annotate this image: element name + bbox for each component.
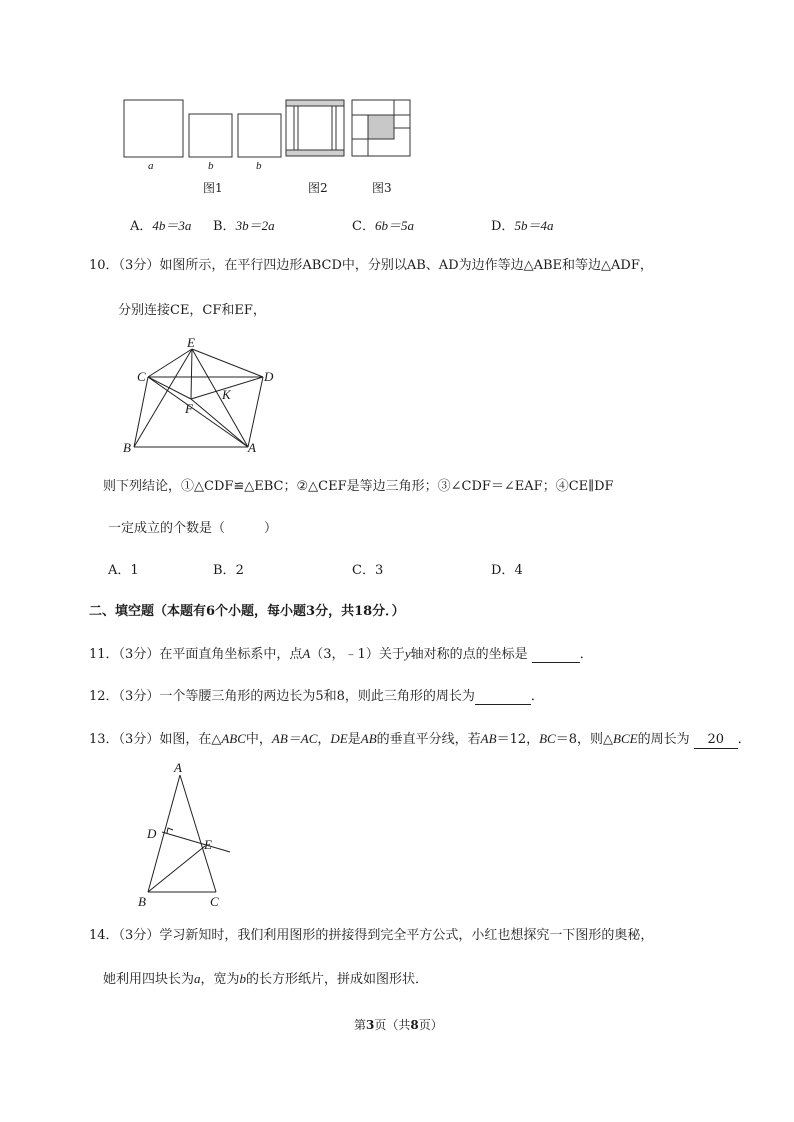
q14-text: ，宽为 xyxy=(200,972,240,987)
q14-text: 的长方形纸片，拼成如图形状． xyxy=(246,972,429,987)
figure-3 xyxy=(352,100,410,156)
vertex-D: D xyxy=(264,369,274,384)
option-letter: B． xyxy=(213,219,236,234)
figure-2 xyxy=(286,100,344,156)
page-footer xyxy=(354,1016,443,1033)
option-expr: 6b＝5a xyxy=(374,218,414,233)
square-b-1 xyxy=(189,114,232,157)
q14-text: 她利用四块长为 xyxy=(103,972,195,987)
q13-var: DE xyxy=(330,731,348,746)
q10-stem-line2: 分别连接CE，CF和EF， xyxy=(118,303,266,318)
q11-end: ． xyxy=(579,647,593,662)
q12-answer-blank[interactable] xyxy=(475,691,531,705)
option-value: 2 xyxy=(235,563,244,578)
q11-axis: y xyxy=(404,646,411,661)
vertex-B: B xyxy=(123,440,131,455)
vertex-F: F xyxy=(185,401,193,416)
q13-var: AB xyxy=(360,731,377,746)
vertex-C: C xyxy=(210,894,219,909)
option-letter: C． xyxy=(352,219,375,234)
option-expr: 4b＝3a xyxy=(152,218,192,233)
q13-text: ＝12， xyxy=(496,732,540,747)
q13 xyxy=(89,731,751,749)
q13-answer[interactable]: 20 xyxy=(694,732,738,749)
q10-option-b xyxy=(213,563,244,579)
caption-fig3: 图3 xyxy=(372,181,392,195)
q11-suffix: 轴对称的点的坐标是 xyxy=(410,647,528,662)
q10-option-c xyxy=(352,563,383,579)
q13-var: ABC xyxy=(221,731,246,746)
option-letter: D． xyxy=(491,219,515,234)
option-expr: 3b＝2a xyxy=(235,218,275,233)
label-b-2: b xyxy=(256,160,262,172)
footer-text: 页（共 xyxy=(374,1018,411,1032)
q13-end: ． xyxy=(737,732,751,747)
option-value: 4 xyxy=(514,563,523,578)
vertex-D: D xyxy=(147,826,157,841)
q9-figures xyxy=(118,94,418,164)
vertex-C: C xyxy=(137,369,146,384)
q10-option-a xyxy=(108,563,139,579)
vertex-A: A xyxy=(248,440,256,455)
q13-var: BCE xyxy=(613,731,638,746)
q13-text: ， xyxy=(317,732,331,747)
page-total: 8 xyxy=(410,1018,419,1032)
q9-option-a xyxy=(130,218,191,235)
q14-line1: 14．（3分）学习新知时，我们利用图形的拼接得到完全平方公式，小红也想探究一下图形的奥秘， xyxy=(89,928,654,943)
option-value: 1 xyxy=(130,563,139,578)
vertex-E: E xyxy=(187,335,195,350)
q9-option-d xyxy=(491,218,553,235)
q11-coords: （3，﹣1）关于 xyxy=(310,647,405,662)
option-value: 3 xyxy=(374,563,384,578)
q11 xyxy=(89,646,593,663)
q10-option-d xyxy=(491,563,523,579)
section-2-title: 二、填空题（本题有6个小题，每小题3分，共18分．） xyxy=(89,604,405,619)
q13-text: 的垂直平分线，若 xyxy=(376,732,481,747)
label-b-1: b xyxy=(208,160,214,172)
q13-text: 13．（3分）如图，在△ xyxy=(89,732,222,747)
q11-point: A xyxy=(302,646,311,661)
q10-question: 一定成立的个数是（ ） xyxy=(108,521,278,536)
option-letter: D． xyxy=(491,563,515,578)
q10-stem-line1: 10．（3分）如图所示，在平行四边形ABCD中，分别以AB、AD为边作等边△ABE和等边△ADF， xyxy=(89,258,653,273)
footer-text: 第 xyxy=(354,1018,367,1032)
q12-end: ． xyxy=(530,689,544,704)
q14-var: b xyxy=(239,971,247,986)
q13-var: BC xyxy=(539,731,556,746)
option-letter: A． xyxy=(108,563,131,578)
q12 xyxy=(89,689,544,705)
label-a: a xyxy=(148,160,154,172)
caption-fig1: 图1 xyxy=(203,181,223,195)
caption-fig2: 图2 xyxy=(308,181,328,195)
vertex-E: E xyxy=(204,837,212,852)
q13-text: ＝8，则△ xyxy=(555,732,614,747)
q10-figure xyxy=(118,335,288,457)
option-letter: A． xyxy=(130,219,153,234)
q10-conclusions: 则下列结论，①△CDF≌△EBC；②△CEF是等边三角形；③∠CDF＝∠EAF；④CE∥DF xyxy=(103,479,614,494)
q13-text: 是 xyxy=(347,732,361,747)
q13-text: 的周长为 xyxy=(637,732,690,747)
q11-prefix: 11．（3分）在平面直角坐标系中，点 xyxy=(89,647,303,662)
q14-line2 xyxy=(103,971,428,988)
footer-text: 页） xyxy=(418,1018,443,1032)
option-letter: B． xyxy=(213,563,236,578)
option-letter: C． xyxy=(352,563,375,578)
vertex-B: B xyxy=(138,894,146,909)
q14-var: a xyxy=(194,971,201,986)
q13-var: AB xyxy=(480,731,497,746)
q13-var: AB＝AC xyxy=(271,731,318,746)
vertex-K: K xyxy=(222,387,231,402)
q11-answer-blank[interactable] xyxy=(532,649,580,663)
vertex-A: A xyxy=(174,760,182,775)
square-b-2 xyxy=(238,114,281,157)
square-a xyxy=(124,100,183,157)
q9-option-b xyxy=(213,218,275,235)
option-expr: 5b＝4a xyxy=(514,218,554,233)
q13-text: 中， xyxy=(245,732,272,747)
page-number: 3 xyxy=(366,1018,375,1032)
q13-figure xyxy=(130,760,240,910)
q9-option-c xyxy=(352,218,414,235)
q12-text: 12．（3分）一个等腰三角形的两边长为5和8，则此三角形的周长为 xyxy=(89,689,475,704)
